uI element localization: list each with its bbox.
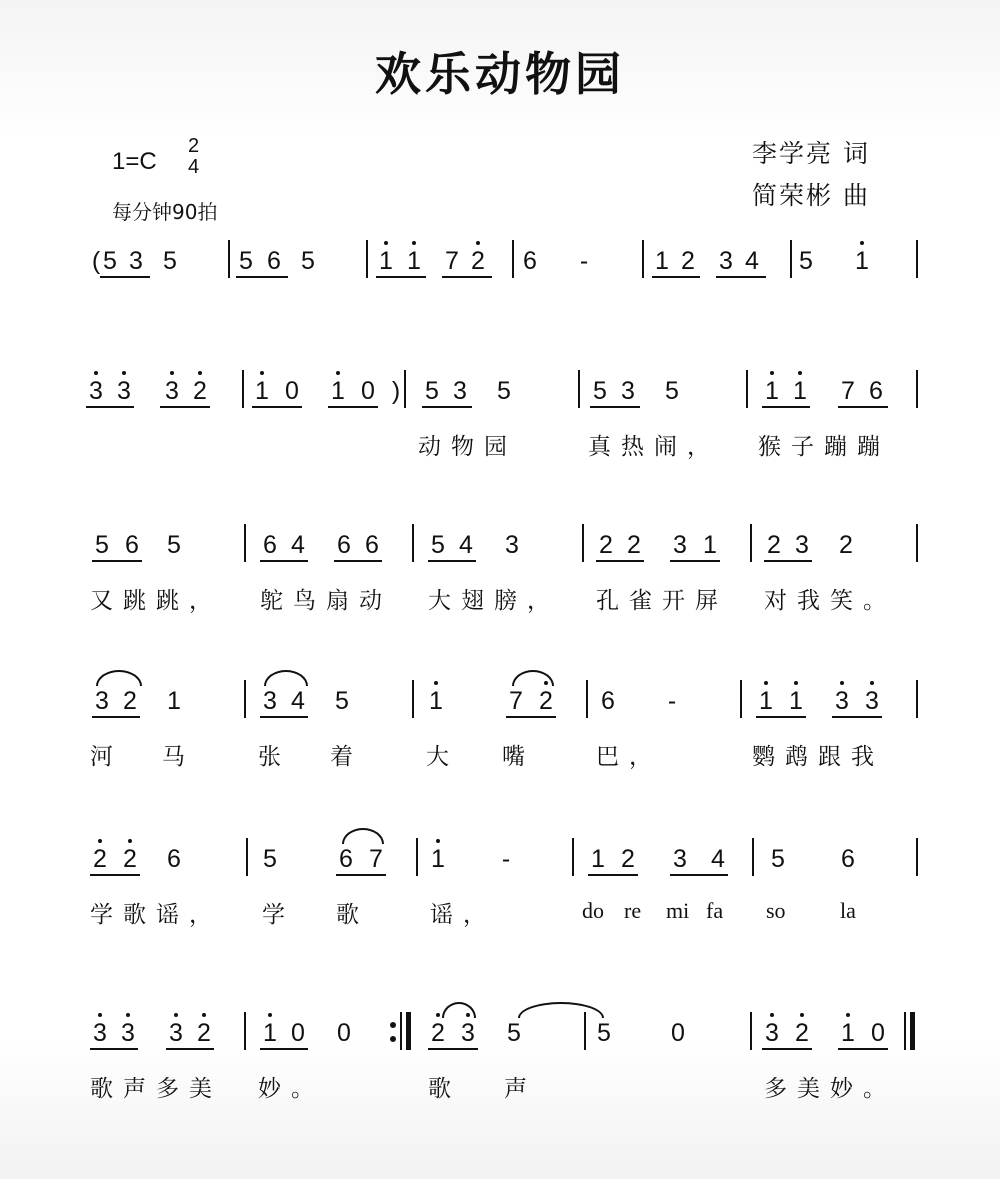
note: 5: [263, 845, 277, 873]
beam-underline: [328, 406, 378, 408]
high-octave-dot: [94, 371, 98, 375]
note: 2: [539, 687, 553, 715]
high-octave-dot: [412, 241, 416, 245]
note: 3: [95, 687, 109, 715]
note: 5: [507, 1019, 521, 1047]
beam-underline: [166, 1048, 214, 1050]
note: 1: [703, 531, 717, 559]
lyric: 孔雀开屏: [596, 588, 728, 614]
key-signature: 1=C: [112, 148, 157, 175]
lyric: 着: [330, 744, 363, 770]
beam-underline: [252, 406, 302, 408]
repeat-bar-thick: [406, 1012, 411, 1050]
note: 5: [301, 247, 315, 275]
beam-underline: [92, 560, 142, 562]
repeat-dot: [390, 1022, 396, 1028]
bar-line: [572, 838, 574, 876]
bar-line: [916, 680, 918, 718]
beam-underline: [596, 560, 644, 562]
note: 4: [459, 531, 473, 559]
lyric: 鸵鸟扇动: [260, 588, 392, 614]
beam-underline: [376, 276, 426, 278]
beam-underline: [260, 716, 308, 718]
lyric: 大: [426, 744, 459, 770]
solfege-syllable: la: [840, 898, 856, 923]
high-octave-dot: [770, 371, 774, 375]
note: 1: [841, 1019, 855, 1047]
note: 1: [167, 687, 181, 715]
note: 7: [509, 687, 523, 715]
beam-underline: [336, 874, 386, 876]
time-signature-bottom: 4: [188, 156, 200, 178]
note: 0: [337, 1019, 351, 1047]
parenthesis: ): [391, 377, 401, 405]
lyric: 鹦鹉跟我: [752, 744, 884, 770]
bar-line: [366, 240, 368, 278]
note: 5: [431, 531, 445, 559]
note: 0: [671, 1019, 685, 1047]
beam-underline: [100, 276, 150, 278]
note: 6: [365, 531, 379, 559]
note: 7: [841, 377, 855, 405]
time-signature: [188, 136, 199, 178]
note: 7: [369, 845, 383, 873]
high-octave-dot: [436, 839, 440, 843]
note: 2: [123, 687, 137, 715]
note: 3: [505, 531, 519, 559]
note: 3: [835, 687, 849, 715]
note: 1: [855, 247, 869, 275]
repeat-bar-thin: [400, 1012, 402, 1050]
high-octave-dot: [202, 1013, 206, 1017]
lyric: 学: [262, 902, 295, 928]
note: 0: [285, 377, 299, 405]
beam-underline: [652, 276, 700, 278]
note: 7: [445, 247, 459, 275]
parenthesis: (: [91, 247, 101, 275]
note: 2: [627, 531, 641, 559]
bar-line: [244, 680, 246, 718]
bar-line: [916, 370, 918, 408]
lyric: 真热闹，: [588, 434, 720, 460]
note: 3: [263, 687, 277, 715]
lyric: 嘴: [502, 744, 535, 770]
beam-underline: [92, 716, 140, 718]
note: 5: [497, 377, 511, 405]
lyric: 张: [258, 744, 291, 770]
high-octave-dot: [126, 1013, 130, 1017]
note: -: [579, 247, 589, 275]
slur: [518, 1002, 604, 1018]
high-octave-dot: [198, 371, 202, 375]
beam-underline: [90, 1048, 138, 1050]
note: 2: [471, 247, 485, 275]
bar-line: [916, 524, 918, 562]
high-octave-dot: [860, 241, 864, 245]
note: 3: [765, 1019, 779, 1047]
note: -: [667, 687, 677, 715]
note: 4: [745, 247, 759, 275]
beam-underline: [716, 276, 766, 278]
note: 6: [167, 845, 181, 873]
beam-underline: [236, 276, 288, 278]
lyric: 又跳跳，: [90, 588, 222, 614]
lyric: 声: [504, 1076, 537, 1102]
note: 3: [165, 377, 179, 405]
high-octave-dot: [268, 1013, 272, 1017]
note: 0: [291, 1019, 305, 1047]
bar-line: [244, 524, 246, 562]
solfege-syllable: do: [582, 898, 604, 923]
lyric: 谣，: [430, 902, 496, 928]
bar-line: [242, 370, 244, 408]
high-octave-dot: [336, 371, 340, 375]
note: 0: [871, 1019, 885, 1047]
note: 4: [291, 531, 305, 559]
beam-underline: [260, 560, 308, 562]
beam-underline: [762, 1048, 812, 1050]
bar-line: [512, 240, 514, 278]
high-octave-dot: [434, 681, 438, 685]
note: 1: [331, 377, 345, 405]
note: 0: [361, 377, 375, 405]
slur: [264, 670, 308, 686]
slur: [342, 828, 384, 844]
note: 6: [267, 247, 281, 275]
beam-underline: [756, 716, 806, 718]
note: 6: [337, 531, 351, 559]
note: 1: [759, 687, 773, 715]
note: 6: [523, 247, 537, 275]
note: 6: [841, 845, 855, 873]
high-octave-dot: [122, 371, 126, 375]
note: 2: [681, 247, 695, 275]
bar-line: [244, 1012, 246, 1050]
high-octave-dot: [770, 1013, 774, 1017]
note: 1: [379, 247, 393, 275]
high-octave-dot: [846, 1013, 850, 1017]
beam-underline: [334, 560, 382, 562]
note: 1: [789, 687, 803, 715]
time-signature-top: 2: [188, 135, 200, 157]
solfege-syllable: re: [624, 898, 642, 923]
lyric: 歌: [336, 902, 369, 928]
note: 3: [93, 1019, 107, 1047]
high-octave-dot: [170, 371, 174, 375]
beam-underline: [670, 874, 728, 876]
note: 2: [839, 531, 853, 559]
high-octave-dot: [798, 371, 802, 375]
beam-underline: [838, 1048, 888, 1050]
bar-line: [578, 370, 580, 408]
note: 1: [765, 377, 779, 405]
lyric: 大翅膀，: [428, 588, 560, 614]
beam-underline: [422, 406, 472, 408]
note: 6: [869, 377, 883, 405]
high-octave-dot: [98, 1013, 102, 1017]
note: 5: [799, 247, 813, 275]
note: 2: [599, 531, 613, 559]
beam-underline: [428, 1048, 478, 1050]
note: 5: [167, 531, 181, 559]
high-octave-dot: [794, 681, 798, 685]
high-octave-dot: [260, 371, 264, 375]
slur: [96, 670, 142, 686]
high-octave-dot: [384, 241, 388, 245]
note: 3: [719, 247, 733, 275]
note: 5: [335, 687, 349, 715]
note: 5: [239, 247, 253, 275]
bar-line: [404, 370, 406, 408]
solfege-syllable: mi: [666, 898, 690, 923]
bar-line: [916, 240, 918, 278]
beam-underline: [428, 560, 476, 562]
beam-underline: [670, 560, 720, 562]
note: 6: [601, 687, 615, 715]
composer-credit: 简荣彬 曲: [752, 181, 870, 210]
note: 3: [169, 1019, 183, 1047]
high-octave-dot: [476, 241, 480, 245]
bar-line: [246, 838, 248, 876]
note: 2: [123, 845, 137, 873]
note: 1: [655, 247, 669, 275]
beam-underline: [762, 406, 810, 408]
note: 5: [597, 1019, 611, 1047]
beam-underline: [86, 406, 134, 408]
lyricist-credit: 李学亮 词: [752, 139, 870, 168]
lyric: 巴，: [596, 744, 662, 770]
lyric: 河: [90, 744, 123, 770]
note: 3: [795, 531, 809, 559]
note: 3: [129, 247, 143, 275]
note: 3: [673, 531, 687, 559]
note: 5: [425, 377, 439, 405]
note: 3: [89, 377, 103, 405]
note: 4: [291, 687, 305, 715]
bar-line: [746, 370, 748, 408]
note: 1: [255, 377, 269, 405]
final-bar-thick: [910, 1012, 915, 1050]
tempo-marking: 每分钟90拍: [112, 200, 218, 224]
high-octave-dot: [174, 1013, 178, 1017]
note: 2: [93, 845, 107, 873]
lyric: 马: [162, 744, 195, 770]
high-octave-dot: [436, 1013, 440, 1017]
bar-line: [750, 1012, 752, 1050]
high-octave-dot: [840, 681, 844, 685]
note: 5: [95, 531, 109, 559]
beam-underline: [506, 716, 556, 718]
solfege-syllable: fa: [706, 898, 724, 923]
note: 3: [621, 377, 635, 405]
beam-underline: [764, 560, 812, 562]
note: 5: [163, 247, 177, 275]
bar-line: [228, 240, 230, 278]
note: 3: [461, 1019, 475, 1047]
note: 2: [795, 1019, 809, 1047]
note: 3: [673, 845, 687, 873]
final-bar-thin: [904, 1012, 906, 1050]
slur: [442, 1002, 476, 1018]
note: 1: [263, 1019, 277, 1047]
slur: [512, 670, 554, 686]
note: 6: [125, 531, 139, 559]
lyric: 猴子蹦蹦: [758, 434, 890, 460]
note: 5: [103, 247, 117, 275]
note: 3: [117, 377, 131, 405]
lyric: 歌: [428, 1076, 461, 1102]
page-title: 欢乐动物园: [375, 47, 625, 101]
note: -: [501, 845, 511, 873]
high-octave-dot: [800, 1013, 804, 1017]
bar-line: [416, 838, 418, 876]
beam-underline: [832, 716, 882, 718]
bar-line: [412, 680, 414, 718]
note: 3: [121, 1019, 135, 1047]
bar-line: [752, 838, 754, 876]
note: 2: [621, 845, 635, 873]
note: 5: [771, 845, 785, 873]
note: 1: [429, 687, 443, 715]
beam-underline: [838, 406, 888, 408]
beam-underline: [90, 874, 140, 876]
note: 3: [865, 687, 879, 715]
lyric: 妙。: [258, 1076, 324, 1102]
high-octave-dot: [128, 839, 132, 843]
note: 6: [263, 531, 277, 559]
bar-line: [790, 240, 792, 278]
lyric: 对我笑。: [764, 588, 896, 614]
note: 1: [431, 845, 445, 873]
note: 6: [339, 845, 353, 873]
note: 1: [793, 377, 807, 405]
high-octave-dot: [764, 681, 768, 685]
beam-underline: [260, 1048, 308, 1050]
note: 2: [431, 1019, 445, 1047]
lyric: 歌声多美: [90, 1076, 222, 1102]
note: 3: [453, 377, 467, 405]
note: 2: [193, 377, 207, 405]
high-octave-dot: [870, 681, 874, 685]
bar-line: [916, 838, 918, 876]
bar-line: [740, 680, 742, 718]
repeat-dot: [390, 1036, 396, 1042]
bar-line: [582, 524, 584, 562]
lyric: 多美妙。: [764, 1076, 896, 1102]
beam-underline: [442, 276, 492, 278]
bar-line: [586, 680, 588, 718]
bar-line: [642, 240, 644, 278]
high-octave-dot: [98, 839, 102, 843]
note: 2: [767, 531, 781, 559]
lyric: 学歌谣，: [90, 902, 222, 928]
note: 2: [197, 1019, 211, 1047]
solfege-syllable: so: [766, 898, 786, 923]
note: 5: [593, 377, 607, 405]
note: 5: [665, 377, 679, 405]
lyric: 动物园: [418, 434, 517, 460]
bar-line: [750, 524, 752, 562]
note: 1: [407, 247, 421, 275]
beam-underline: [160, 406, 210, 408]
note: 1: [591, 845, 605, 873]
beam-underline: [590, 406, 640, 408]
bar-line: [412, 524, 414, 562]
beam-underline: [588, 874, 638, 876]
note: 4: [711, 845, 725, 873]
